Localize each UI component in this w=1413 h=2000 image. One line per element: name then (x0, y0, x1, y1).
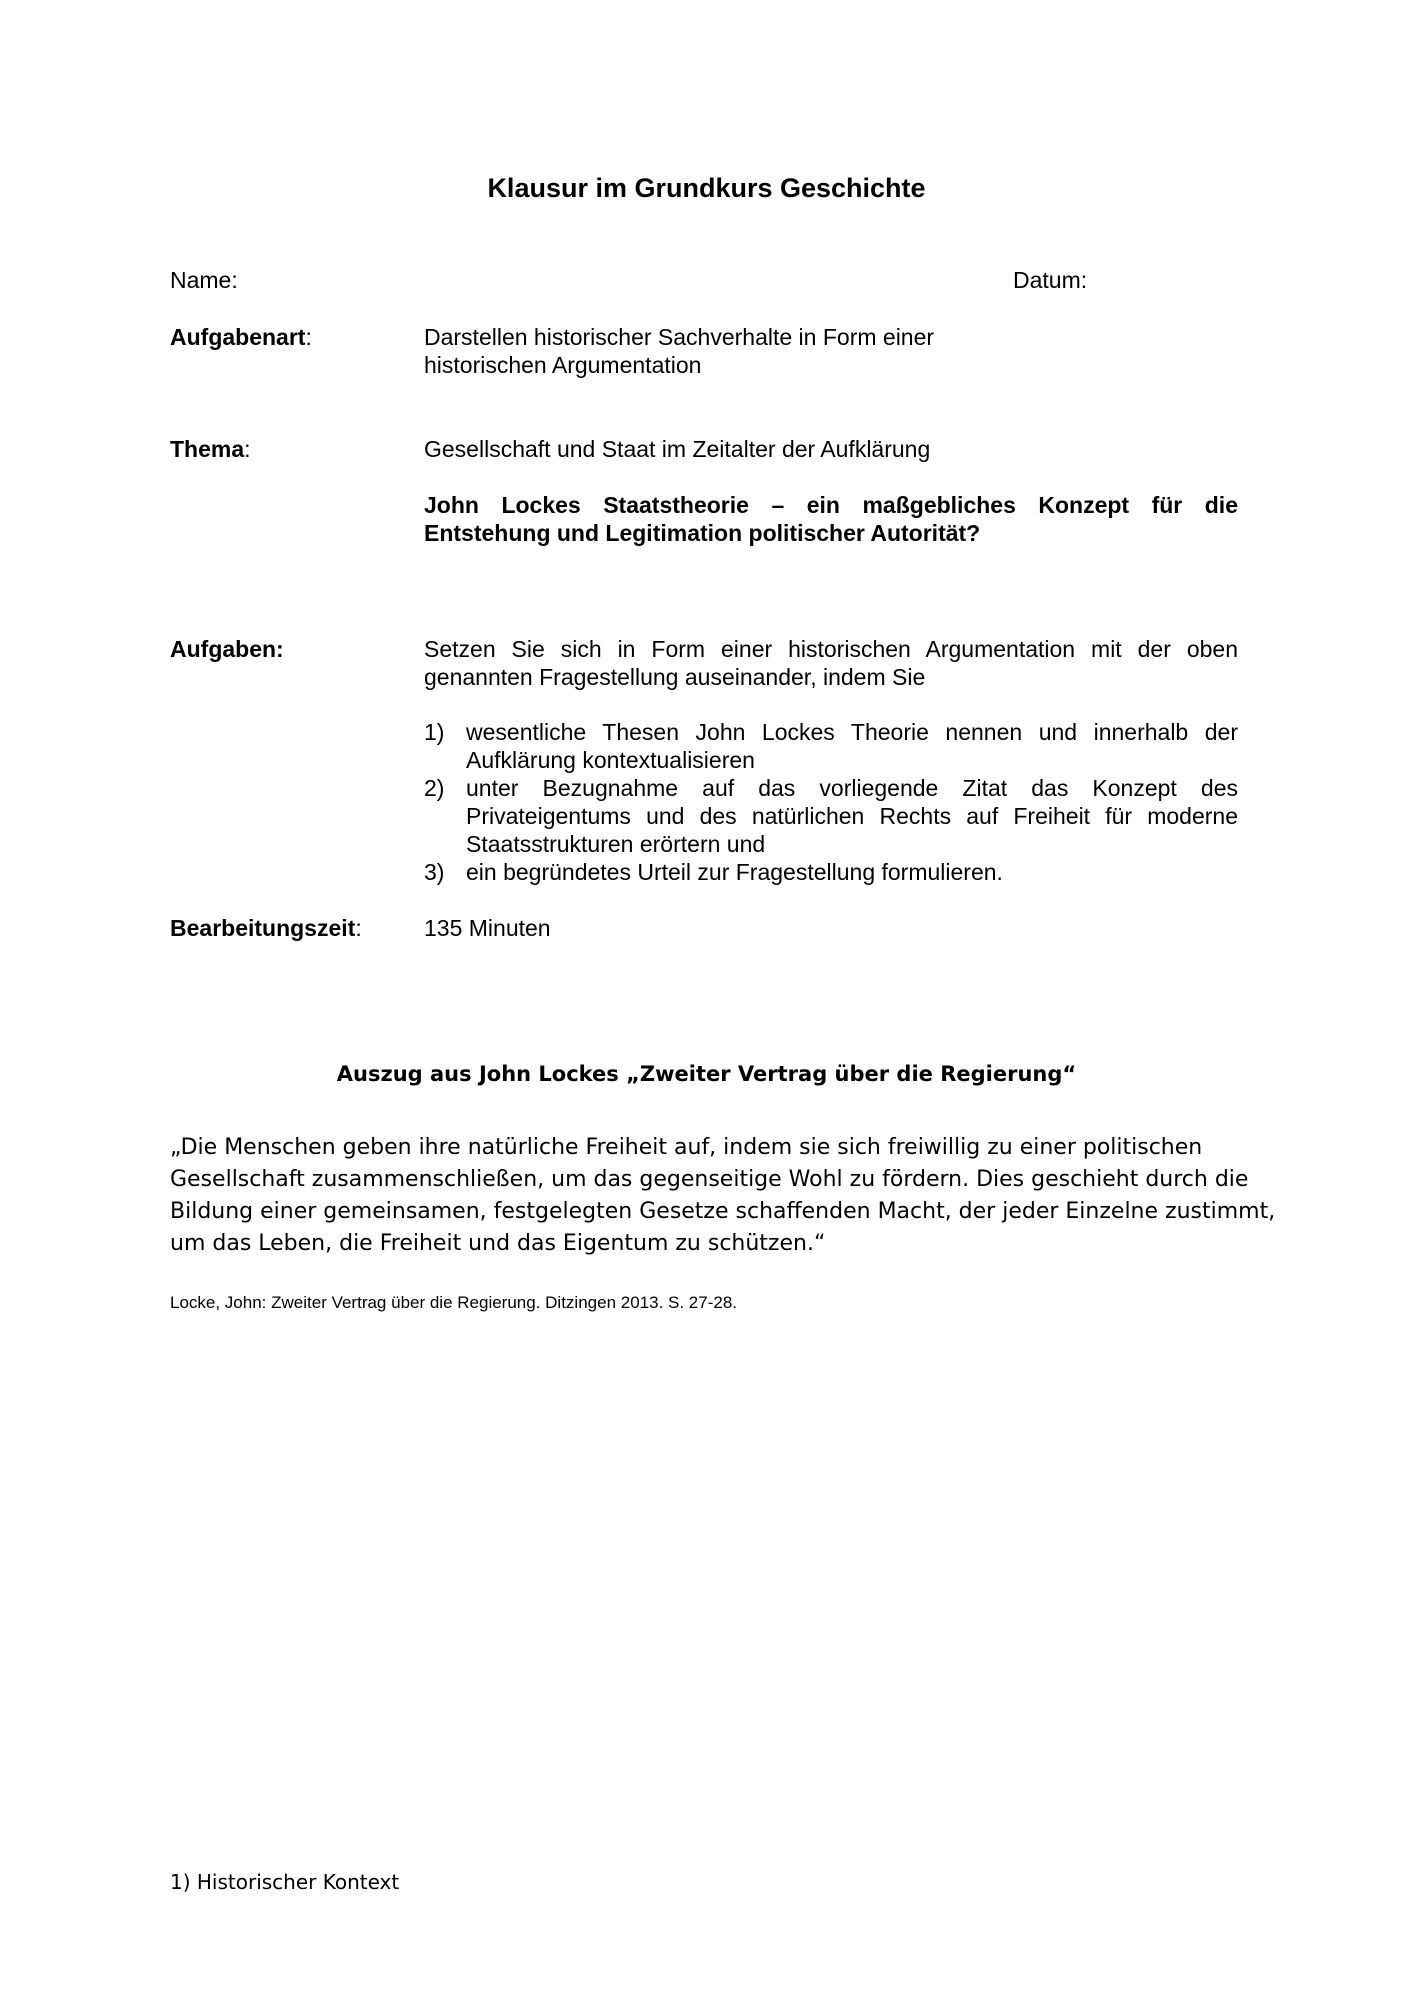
quote-line: Gesellschaft zusammenschließen, um das gegenseitige Wohl zu fördern. Dies geschieht durch die (170, 1167, 1249, 1192)
thema-label (170, 435, 251, 463)
aufgabenart-label (170, 323, 312, 351)
exam-question-line-2: Entstehung und Legitimation politischer Autorität? (424, 520, 981, 546)
page-title: Klausur im Grundkurs Geschichte (487, 173, 926, 203)
aufgabenart-line-1: Darstellen historischer Sachverhalte in Form einer (424, 324, 935, 350)
exam-question (424, 491, 1238, 547)
bearbeitungszeit-value: 135 Minuten (424, 915, 551, 941)
bearbeitungszeit-label (170, 914, 362, 942)
aufgabenart-line-2: historischen Argumentation (424, 352, 702, 378)
task-item (424, 774, 1238, 858)
quote-source: Locke, John: Zweiter Vertrag über die Regierung. Ditzingen 2013. S. 27-28. (170, 1293, 738, 1312)
quote-line: Bildung einer gemeinsamen, festgelegten Gesetze schaffenden Macht, der jeder Einzelne zustimmt, (170, 1199, 1276, 1224)
task-list (424, 718, 1238, 886)
thema-label-colon: : (244, 436, 251, 462)
quote-heading: Auszug aus John Lockes „Zweiter Vertrag über die Regierung“ (336, 1062, 1077, 1086)
quote-text (170, 1132, 1276, 1260)
bearbeitungszeit-label-colon: : (355, 915, 362, 941)
quote-line: um das Leben, die Freiheit und das Eigentum zu schützen.“ (170, 1231, 826, 1256)
task-number: 3) (424, 859, 445, 885)
task-number: 2) (424, 775, 445, 801)
aufgabenart-value (424, 323, 1238, 379)
quote-line: „Die Menschen geben ihre natürliche Freiheit auf, indem sie sich freiwillig zu einer politischen (170, 1135, 1203, 1160)
task-item (424, 718, 1238, 774)
task-line: Aufklärung kontextualisieren (466, 747, 755, 773)
aufgabenart-label-colon: : (305, 324, 312, 350)
task-line: ein begründetes Urteil zur Fragestellung formulieren. (466, 859, 1003, 885)
aufgaben-intro (424, 635, 1238, 691)
task-line: wesentliche Thesen John Lockes Theorie nennen und innerhalb der (466, 719, 1238, 745)
task-line: unter Bezugnahme auf das vorliegende Zitat das Konzept des (466, 775, 1238, 801)
aufgaben-intro-line-1: Setzen Sie sich in Form einer historischen Argumentation mit der oben (424, 636, 1238, 662)
task-line: Staatsstrukturen erörtern und (466, 831, 766, 857)
name-label: Name: (170, 267, 238, 293)
aufgaben-label (170, 635, 284, 663)
exam-question-line-1: John Lockes Staatstheorie – ein maßgebliches Konzept für die (424, 492, 1238, 518)
datum-label: Datum: (1013, 267, 1088, 293)
aufgaben-intro-line-2: genannten Fragestellung auseinander, indem Sie (424, 664, 926, 690)
aufgabenart-label-text: Aufgabenart (170, 324, 306, 350)
task-number: 1) (424, 719, 445, 745)
bearbeitungszeit-label-text: Bearbeitungszeit (170, 915, 356, 941)
aufgaben-label-text: Aufgaben: (170, 636, 284, 662)
thema-value: Gesellschaft und Staat im Zeitalter der Aufklärung (424, 436, 931, 462)
footer-note: 1) Historischer Kontext (170, 1870, 400, 1894)
task-line: Privateigentums und des natürlichen Rechts auf Freiheit für moderne (466, 803, 1238, 829)
thema-label-text: Thema (170, 436, 245, 462)
task-item (424, 858, 1238, 886)
